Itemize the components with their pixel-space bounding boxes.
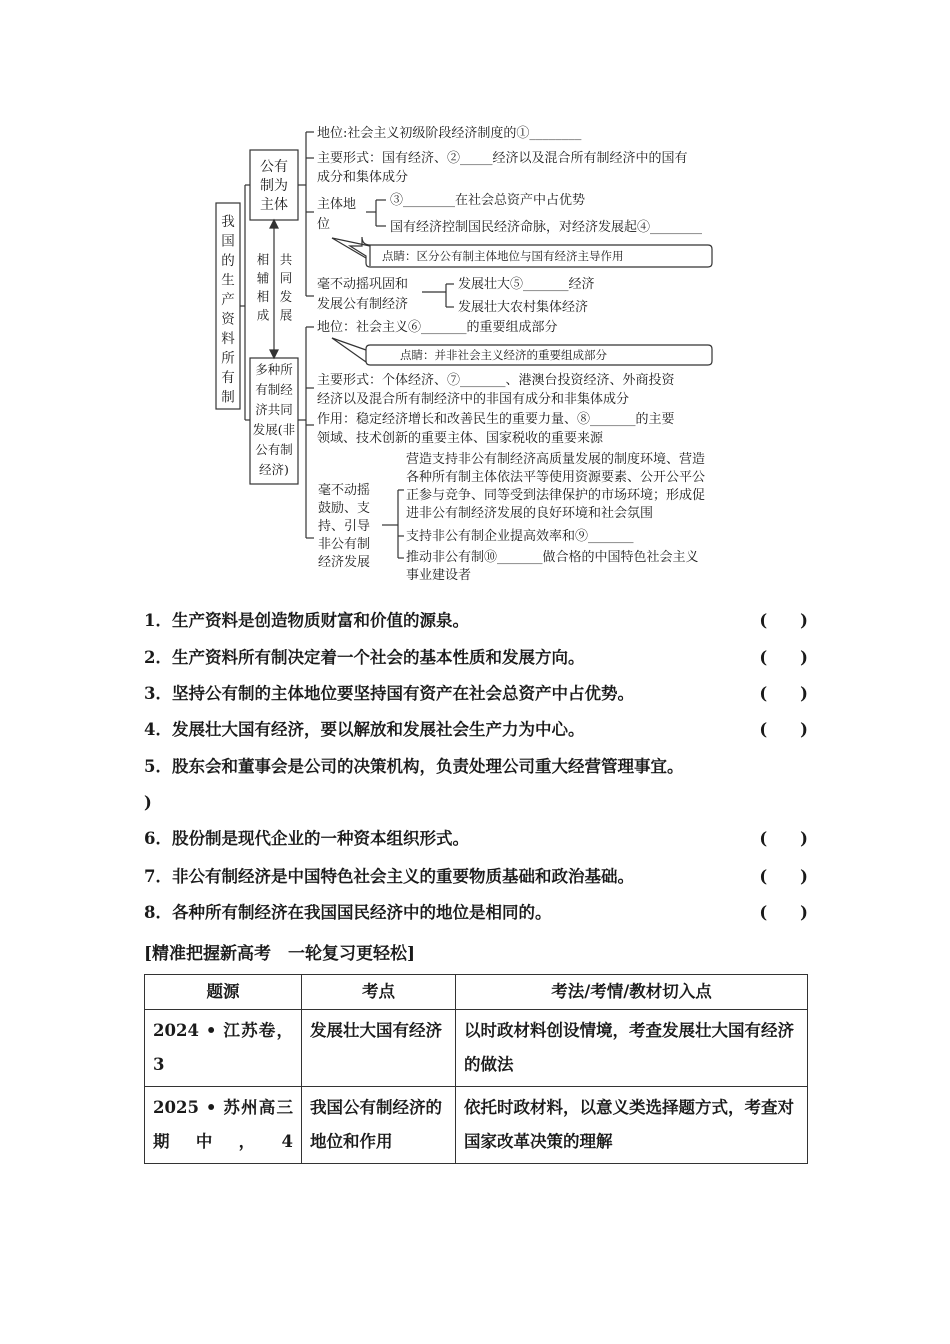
table-cell-point: 发展壮大国有经济 <box>302 1010 456 1087</box>
table-cell-method: 依托时政材料，以意义类选择题方式，考查对国家改革决策的理解 <box>456 1087 808 1164</box>
question-number: 2． <box>144 648 172 667</box>
mutual-left-char: 辅 <box>256 270 270 286</box>
root-label-char: 资 <box>221 311 235 328</box>
nonpublic-box-line: 有制经 <box>255 382 293 397</box>
main-status-label: 位 <box>317 217 331 232</box>
root-label-char: 产 <box>221 292 235 308</box>
env-line: 进非公有制经济发展的良好环境和社会氛围 <box>406 506 654 521</box>
root-label-char: 料 <box>221 331 235 347</box>
question-number: 4． <box>144 720 172 739</box>
table-cell-source: 2024 • 江苏卷，3 <box>145 1010 302 1087</box>
efficiency-line: 支持非公有制企业提高效率和⑨_______ <box>406 529 634 544</box>
nonpublic-role-line-2: 领域、技术创新的重要主体、国家税收的重要来源 <box>317 431 604 446</box>
section-title: [精准把握新高考 一轮复习更轻松] <box>144 944 416 964</box>
builders-line-1: 推动非公有制⑩_______做合格的中国特色社会主义 <box>406 550 699 565</box>
tip-1: 点睛：区分公有制主体地位与国有经济主导作用 <box>382 249 624 263</box>
public-status: 地位:社会主义初级阶段经济制度的①________ <box>317 126 582 141</box>
question-item <box>144 717 808 743</box>
table-row <box>145 1087 808 1164</box>
nonpublic-forms-line-1: 主要形式：个体经济、⑦_______、港澳台投资经济、外商投资 <box>317 373 675 388</box>
question-item <box>144 608 808 634</box>
question-text: 生产资料所有制决定着一个社会的基本性质和发展方向。 <box>171 648 585 667</box>
mutual-right-char: 发 <box>279 289 293 304</box>
public-forms-line-1: 主要形式：国有经济、②_____经济以及混合所有制经济中的国有 <box>317 151 688 166</box>
nonpublic-box-line: 济共同 <box>255 402 293 417</box>
question-item <box>144 826 808 852</box>
question-number: 6． <box>144 829 172 848</box>
develop-a: 发展壮大⑤_______经济 <box>458 277 595 292</box>
answer-parentheses[interactable]: ( ) <box>759 648 808 667</box>
mutual-left-char: 成 <box>256 307 270 323</box>
encourage-label: 经济发展 <box>318 555 371 570</box>
question-item <box>144 681 808 707</box>
question-number: 3． <box>144 684 172 703</box>
question-text: 坚持公有制的主体地位要坚持国有资产在社会总资产中占优势。 <box>171 684 634 703</box>
main-status-b: 国有经济控制国民经济命脉，对经济发展起④________ <box>390 220 703 235</box>
consolidate-line-2: 发展公有制经济 <box>317 297 409 312</box>
nonpublic-box-line: 公有制 <box>255 442 293 457</box>
nonpublic-role-line-1: 作用：稳定经济增长和改善民生的重要力量、⑧_______的主要 <box>317 412 675 427</box>
encourage-label: 毫不动摇 <box>318 483 371 498</box>
nonpublic-forms-line-2: 经济以及混合所有制经济中的非国有成分和非集体成分 <box>317 392 630 407</box>
table-header-point: 考点 <box>302 975 456 1010</box>
question-number: 8． <box>144 903 172 922</box>
table-header-row <box>145 975 808 1010</box>
encourage-label: 持、引导 <box>318 519 371 534</box>
develop-b: 发展壮大农村集体经济 <box>458 300 589 315</box>
public-box-line: 主体 <box>260 197 288 213</box>
table-cell-source: 2025 • 苏州高三期中，4 <box>145 1087 302 1164</box>
mutual-left-char: 相 <box>256 252 270 267</box>
answer-parentheses[interactable]: ( ) <box>759 867 808 886</box>
consolidate-line-1: 毫不动摇巩固和 <box>317 277 409 292</box>
answer-parentheses[interactable]: ( ) <box>759 684 808 703</box>
mutual-right-char: 共 <box>279 252 293 267</box>
answer-parentheses[interactable]: ( ) <box>759 720 808 739</box>
root-label-char: 所 <box>221 350 235 367</box>
question-number: 7． <box>144 867 172 886</box>
builders-line-2: 事业建设者 <box>406 568 472 583</box>
root-label-char: 我 <box>221 214 235 230</box>
tip-2: 点睛：并非社会主义经济的重要组成部分 <box>400 348 607 362</box>
table-cell-point: 我国公有制经济的地位和作用 <box>302 1087 456 1164</box>
question-number: 5． <box>144 757 172 776</box>
answer-parentheses[interactable]: ) <box>144 793 152 812</box>
exam-table <box>144 974 808 1164</box>
mutual-right-char: 展 <box>279 307 293 323</box>
question-text: 生产资料是创造物质财富和价值的源泉。 <box>171 611 469 630</box>
mutual-left-char: 相 <box>256 289 270 304</box>
nonpublic-box-line: 多种所 <box>255 362 293 377</box>
table-row <box>145 1010 808 1087</box>
table-cell-method: 以时政材料创设情境，考查发展壮大国有经济的做法 <box>456 1010 808 1087</box>
nonpublic-status: 地位：社会主义⑥_______的重要组成部分 <box>317 320 558 335</box>
encourage-label: 非公有制 <box>318 537 371 552</box>
answer-parentheses[interactable]: ( ) <box>759 611 808 630</box>
concept-diagram <box>0 0 950 600</box>
question-text: 非公有制经济是中国特色社会主义的重要物质基础和政治基础。 <box>171 867 634 886</box>
question-item <box>144 645 808 671</box>
main-status-a: ③________在社会总资产中占优势 <box>390 193 586 208</box>
root-label-char: 生 <box>221 272 235 289</box>
answer-parentheses[interactable]: ( ) <box>759 829 808 848</box>
question-number: 1． <box>144 611 172 630</box>
env-line: 营造支持非公有制经济高质量发展的制度环境、营造 <box>406 452 706 467</box>
root-label-char: 国 <box>221 233 235 250</box>
public-box-line: 公有 <box>260 159 288 175</box>
root-label-char: 的 <box>221 253 235 269</box>
question-text: 各种所有制经济在我国国民经济中的地位是相同的。 <box>171 903 552 922</box>
question-item-wrap <box>144 790 808 816</box>
root-label-char: 有 <box>221 370 235 386</box>
nonpublic-box-line: 发展(非 <box>252 422 296 437</box>
encourage-label: 鼓励、支 <box>318 501 371 516</box>
root-label-char: 制 <box>221 389 235 406</box>
main-status-label: 主体地 <box>317 197 357 212</box>
question-text: 股份制是现代企业的一种资本组织形式。 <box>171 829 469 848</box>
question-item <box>144 864 808 890</box>
question-item <box>144 900 808 926</box>
table-header-source: 题源 <box>145 975 302 1010</box>
table-header-method: 考法/考情/教材切入点 <box>456 975 808 1010</box>
public-box-line: 制为 <box>260 178 288 194</box>
env-line: 各种所有制主体依法平等使用资源要素、公开公平公 <box>406 470 706 485</box>
root-label <box>221 214 235 406</box>
public-forms-line-2: 成分和集体成分 <box>317 170 409 185</box>
question-text: 股东会和董事会是公司的决策机构，负责处理公司重大经营管理事宜。 <box>171 757 684 776</box>
answer-parentheses[interactable]: ( ) <box>759 903 808 922</box>
env-line: 正参与竞争、同等受到法律保护的市场环境；形成促 <box>406 488 706 503</box>
question-item <box>144 754 808 780</box>
mutual-right-char: 同 <box>279 270 293 286</box>
question-text: 发展壮大国有经济，要以解放和发展社会生产力为中心。 <box>171 720 585 739</box>
nonpublic-box-line: 经济) <box>259 462 289 477</box>
